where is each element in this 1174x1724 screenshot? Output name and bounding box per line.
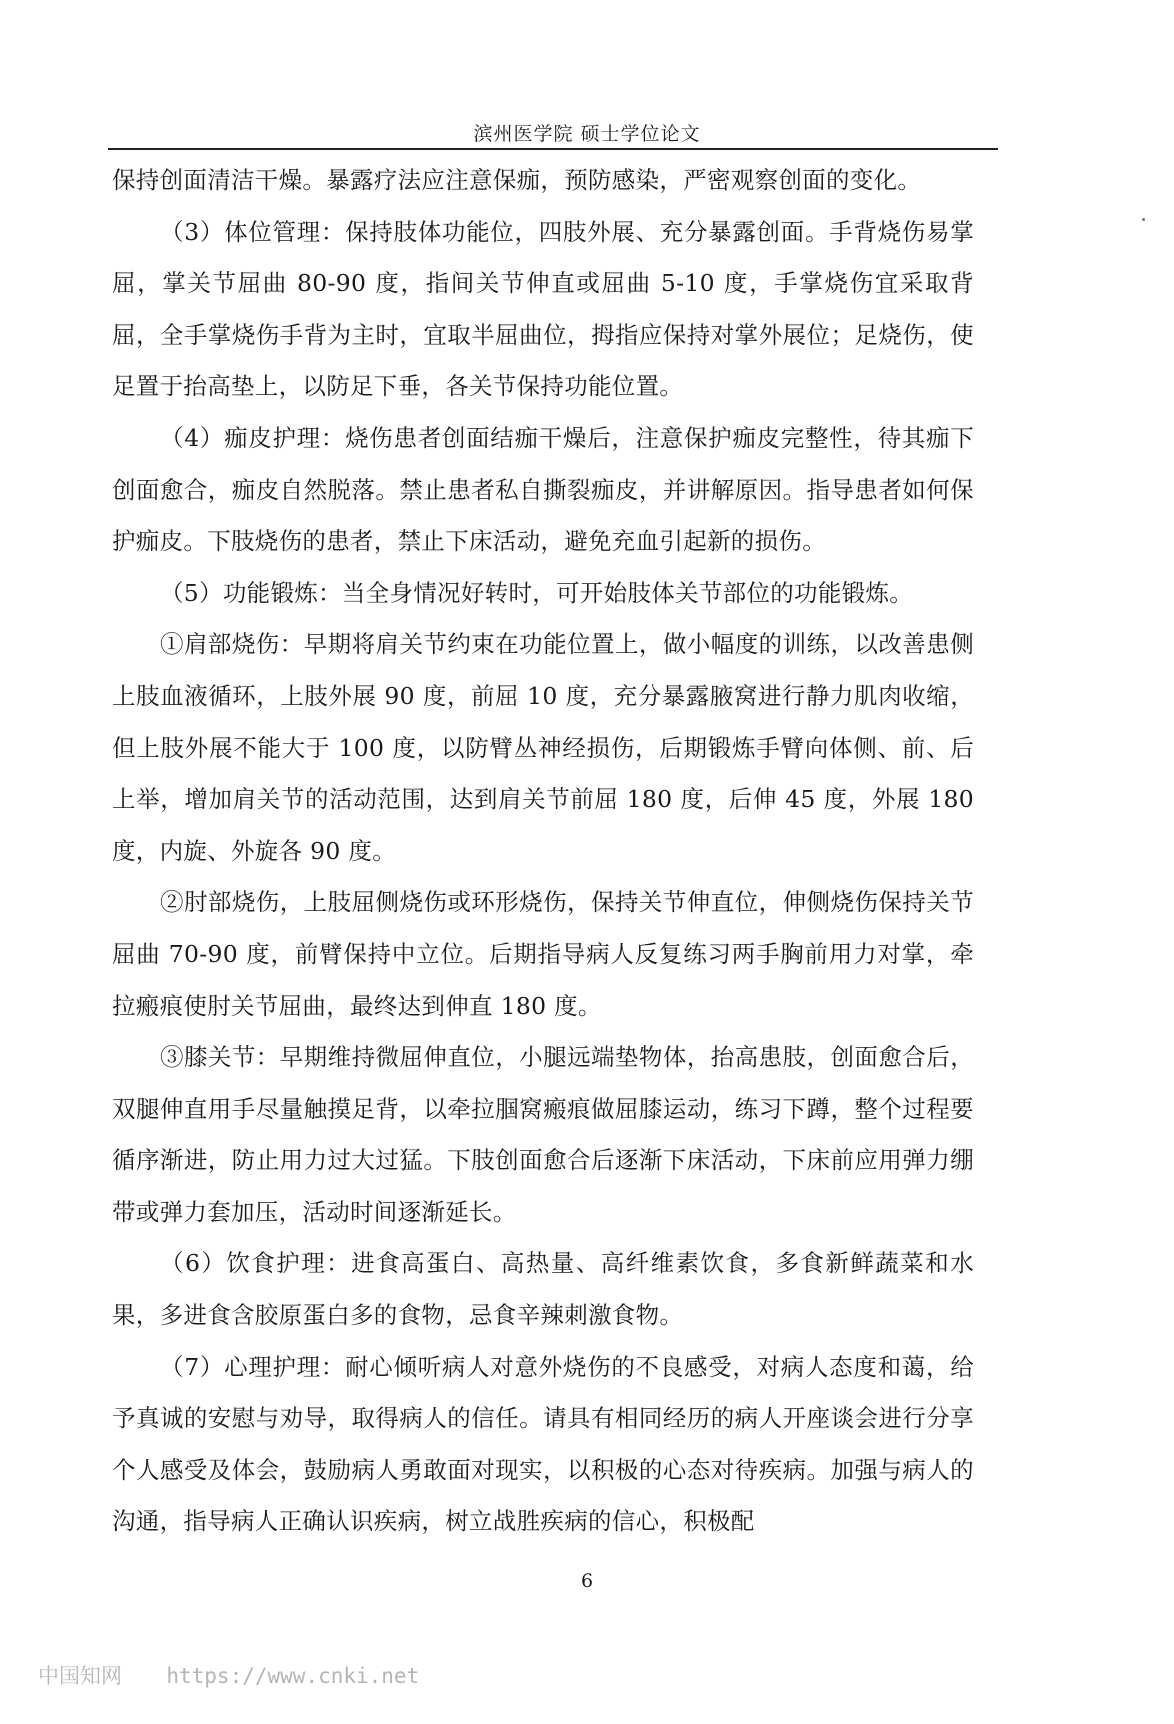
- paragraph-eschar-care: （4）痂皮护理：烧伤患者创面结痂干燥后，注意保护痂皮完整性，待其痂下创面愈合，痂皮自然脱落。禁止患者私自撕裂痂皮，并讲解原因。指导患者如何保护痂皮。下肢烧伤的患者，禁止下床活动，避免充血引起新的损伤。: [112, 423, 974, 556]
- watermark-url: https://www.cnki.net: [166, 1664, 420, 1688]
- scan-speck: [1142, 218, 1145, 221]
- body-text: [112, 155, 974, 1548]
- watermark: [38, 1660, 419, 1690]
- paragraph-knee-joint: ③膝关节：早期维持微屈伸直位，小腿远端垫物体，抬高患肢，创面愈合后，双腿伸直用手尽量触摸足背，以牵拉腘窝瘢痕做屈膝运动，练习下蹲，整个过程要循序渐进，防止用力过大过猛。下肢创面愈合后逐渐下床活动，下床前应用弹力绷带或弹力套加压，活动时间逐渐延长。: [112, 1043, 974, 1226]
- paragraph-diet-care: （6）饮食护理：进食高蛋白、高热量、高纤维素饮食，多食新鲜蔬菜和水果，多进食含胶原蛋白多的食物，忌食辛辣刺激食物。: [112, 1249, 974, 1330]
- paragraph-shoulder-burn: ①肩部烧伤：早期将肩关节约束在功能位置上，做小幅度的训练，以改善患侧上肢血液循环，上肢外展 90 度，前屈 10 度，充分暴露腋窝进行静力肌肉收缩，但上肢外展不能大于 100 度，以防臂丛神经损伤，后期锻炼手臂向体侧、前、后上举，增加肩关节的活动范围，达到肩关节前屈 180 度，后伸 45 度，外展 180 度，内旋、外旋各 90 度。: [112, 630, 974, 865]
- header-rule: [108, 148, 998, 150]
- running-header: 滨州医学院 硕士学位论文: [473, 123, 701, 145]
- paragraph-continuation: 保持创面清洁干燥。暴露疗法应注意保痂，预防感染，严密观察创面的变化。: [112, 166, 922, 194]
- paragraph-psychological-care: （7）心理护理：耐心倾听病人对意外烧伤的不良感受，对病人态度和蔼，给予真诚的安慰与劝导，取得病人的信任。请具有相同经历的病人开座谈会进行分享个人感受及体会，鼓励病人勇敢面对现实，以积极的心态对待疾病。加强与病人的沟通，指导病人正确认识疾病，树立战胜疾病的信心，积极配: [112, 1352, 974, 1536]
- paragraph-elbow-burn: ②肘部烧伤，上肢屈侧烧伤或环形烧伤，保持关节伸直位，伸侧烧伤保持关节屈曲 70-90 度，前臂保持中立位。后期指导病人反复练习两手胸前用力对掌，牵拉瘢痕使肘关节屈曲，最终达到伸直 180 度。: [112, 888, 974, 1020]
- watermark-brand: 中国知网: [38, 1664, 122, 1688]
- paragraph-functional-exercise: （5）功能锻炼：当全身情况好转时，可开始肢体关节部位的功能锻炼。: [160, 578, 914, 607]
- paragraph-posture-management: （3）体位管理：保持肢体功能位，四肢外展、充分暴露创面。手背烧伤易掌屈，掌关节屈曲 80-90 度，指间关节伸直或屈曲 5-10 度，手掌烧伤宜采取背屈，全手掌烧伤手背为主时，宜取半屈曲位，拇指应保持对掌外展位；足烧伤，使足置于抬高垫上，以防足下垂，各关节保持功能位置。: [112, 217, 974, 401]
- page-number: 6: [580, 1570, 594, 1592]
